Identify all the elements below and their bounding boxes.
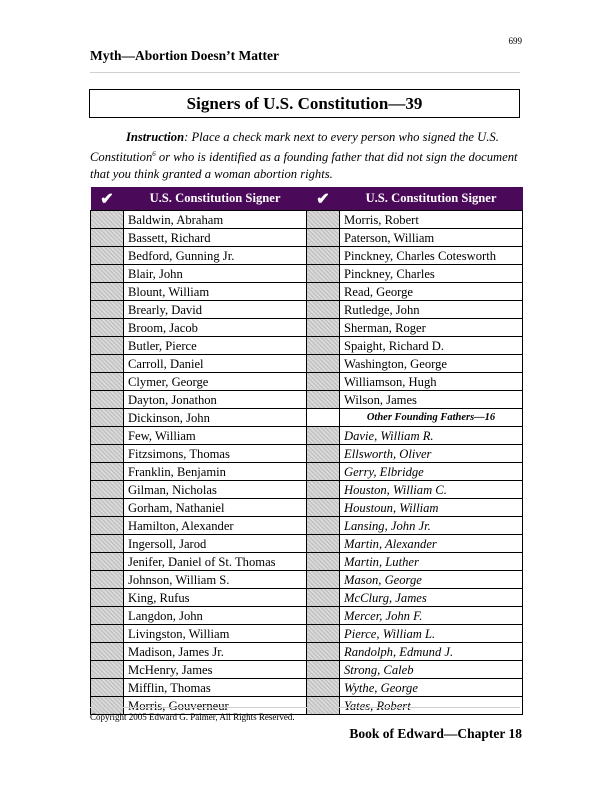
signer-name: Bassett, Richard [124,229,307,247]
founding-father-name: Wythe, George [340,679,523,697]
signer-name: Ingersoll, Jarod [124,535,307,553]
signer-name: Langdon, John [124,607,307,625]
check-box[interactable] [91,463,124,481]
founding-father-name: Randolph, Edmund J. [340,643,523,661]
table-row [91,571,523,589]
table-row [91,463,523,481]
page-number: 699 [508,36,522,46]
founding-father-name: Mason, George [340,571,523,589]
signer-name: Spaight, Richard D. [340,337,523,355]
table-row [91,337,523,355]
founding-father-name: McClurg, James [340,589,523,607]
founding-father-name: Houstoun, William [340,499,523,517]
check-box[interactable] [307,589,340,607]
signer-name: Wilson, James [340,391,523,409]
signer-name: Paterson, William [340,229,523,247]
check-box[interactable] [307,679,340,697]
signer-name: Johnson, William S. [124,571,307,589]
check-mark-icon: ✔ [91,187,124,211]
founding-father-name: Gerry, Elbridge [340,463,523,481]
signer-name: Rutledge, John [340,301,523,319]
signer-name: Baldwin, Abraham [124,211,307,229]
table-row [91,661,523,679]
signer-name: King, Rufus [124,589,307,607]
signer-name: Livingston, William [124,625,307,643]
check-box[interactable] [91,229,124,247]
table-row [91,301,523,319]
table-row [91,481,523,499]
check-box[interactable] [307,319,340,337]
check-box[interactable] [307,283,340,301]
founding-father-name: Yates, Robert [340,697,523,715]
table-row [91,553,523,571]
check-box[interactable] [91,643,124,661]
table-row [91,391,523,409]
copyright-notice: Copyright 2005 Edward G. Palmer, All Rights Reserved. [90,712,295,722]
table-row [91,679,523,697]
table-row [91,265,523,283]
check-box[interactable] [91,373,124,391]
signer-name: Fitzsimons, Thomas [124,445,307,463]
check-box[interactable] [91,391,124,409]
founding-father-name: Ellsworth, Oliver [340,445,523,463]
check-box[interactable] [91,679,124,697]
check-box[interactable] [307,301,340,319]
table-row [91,211,523,229]
signer-name: Pinckney, Charles Cotesworth [340,247,523,265]
signer-name: Madison, James Jr. [124,643,307,661]
founding-father-name: Davie, William R. [340,427,523,445]
table-row [91,373,523,391]
signer-name: Jenifer, Daniel of St. Thomas [124,553,307,571]
check-box[interactable] [91,283,124,301]
check-box[interactable] [307,211,340,229]
signers-table [90,187,523,715]
signer-name: Bedford, Gunning Jr. [124,247,307,265]
table-row [91,589,523,607]
check-box[interactable] [91,553,124,571]
check-mark-icon: ✔ [307,187,340,211]
signer-name: Pinckney, Charles [340,265,523,283]
check-box[interactable] [307,661,340,679]
check-box[interactable] [91,589,124,607]
founding-father-name: Martin, Alexander [340,535,523,553]
table-row [91,625,523,643]
check-box[interactable] [307,373,340,391]
check-box[interactable] [307,265,340,283]
table-row [91,319,523,337]
check-box[interactable] [307,229,340,247]
column-header-right: U.S. Constitution Signer [340,187,523,211]
check-box[interactable] [91,211,124,229]
check-box[interactable] [307,355,340,373]
signer-name: Hamilton, Alexander [124,517,307,535]
signer-name: Mifflin, Thomas [124,679,307,697]
check-box[interactable] [91,427,124,445]
signer-name: Butler, Pierce [124,337,307,355]
signer-name: Dayton, Jonathon [124,391,307,409]
check-box[interactable] [91,625,124,643]
signer-name: Blount, William [124,283,307,301]
table-header-row [91,187,523,211]
founding-father-name: Mercer, John F. [340,607,523,625]
check-box[interactable] [91,535,124,553]
check-box[interactable] [91,265,124,283]
header-rule [90,72,520,73]
signer-name: Brearly, David [124,301,307,319]
signer-name: Sherman, Roger [340,319,523,337]
signer-name: Clymer, George [124,373,307,391]
signer-name: Williamson, Hugh [340,373,523,391]
check-box[interactable] [307,697,340,715]
check-box[interactable] [91,319,124,337]
check-box[interactable] [307,247,340,265]
check-box[interactable] [307,517,340,535]
table-row [91,499,523,517]
signer-name: Carroll, Daniel [124,355,307,373]
instruction-paragraph [90,129,522,183]
founding-father-name: Strong, Caleb [340,661,523,679]
founding-father-name: Houston, William C. [340,481,523,499]
founding-father-name: Pierce, William L. [340,625,523,643]
signer-name: Few, William [124,427,307,445]
check-box[interactable] [307,481,340,499]
check-box[interactable] [307,535,340,553]
signer-name: Gilman, Nicholas [124,481,307,499]
table-row [91,355,523,373]
table-row [91,409,523,427]
table-row [91,247,523,265]
table-row [91,445,523,463]
check-box[interactable] [307,445,340,463]
table-row [91,229,523,247]
signer-name: Read, George [340,283,523,301]
check-box[interactable] [91,517,124,535]
table-row [91,427,523,445]
check-box[interactable] [307,499,340,517]
page-title: Signers of U.S. Constitution—39 [89,89,520,118]
check-box[interactable] [307,463,340,481]
check-box[interactable] [307,391,340,409]
check-box[interactable] [91,301,124,319]
signer-name: Dickinson, John [124,409,307,427]
instruction-text-1: : Place a check mark next to every person who signed the U.S. Constitution [90,130,499,165]
signer-name: Morris, Gouverneur [124,697,307,715]
check-box[interactable] [91,445,124,463]
footer-rule [90,707,520,708]
other-founders-heading: Other Founding Fathers—16 [340,409,523,427]
signer-name: Blair, John [124,265,307,283]
instruction-label: Instruction [126,130,185,144]
instruction-text-2: or who is identified as a founding father that did not sign the document that you think granted a woman abortion rights. [90,150,518,182]
check-box[interactable] [91,607,124,625]
check-box[interactable] [91,355,124,373]
signer-name: Gorham, Nathaniel [124,499,307,517]
check-box[interactable] [91,247,124,265]
table-row [91,283,523,301]
check-box[interactable] [91,337,124,355]
founding-father-name: Lansing, John Jr. [340,517,523,535]
check-box[interactable] [307,337,340,355]
signer-name: Washington, George [340,355,523,373]
founding-father-name: Martin, Luther [340,553,523,571]
book-chapter: Book of Edward—Chapter 18 [349,726,522,741]
table-row [91,607,523,625]
footnote-reference: 6 [152,150,156,158]
check-box[interactable] [91,499,124,517]
check-box[interactable] [307,553,340,571]
check-box[interactable] [307,625,340,643]
signer-name: McHenry, James [124,661,307,679]
running-head: Myth—Abortion Doesn’t Matter [90,48,279,63]
check-box[interactable] [91,409,124,427]
signer-name: Morris, Robert [340,211,523,229]
check-box[interactable] [307,571,340,589]
table-body [91,211,523,715]
check-box[interactable] [91,661,124,679]
check-box[interactable] [307,427,340,445]
check-box[interactable] [91,481,124,499]
check-box[interactable] [307,643,340,661]
signer-name: Broom, Jacob [124,319,307,337]
signer-name: Franklin, Benjamin [124,463,307,481]
table-row [91,535,523,553]
check-box[interactable] [91,571,124,589]
check-box[interactable] [307,607,340,625]
column-header-left: U.S. Constitution Signer [124,187,307,211]
table-row [91,643,523,661]
blank-cell [307,409,340,427]
table-row [91,517,523,535]
